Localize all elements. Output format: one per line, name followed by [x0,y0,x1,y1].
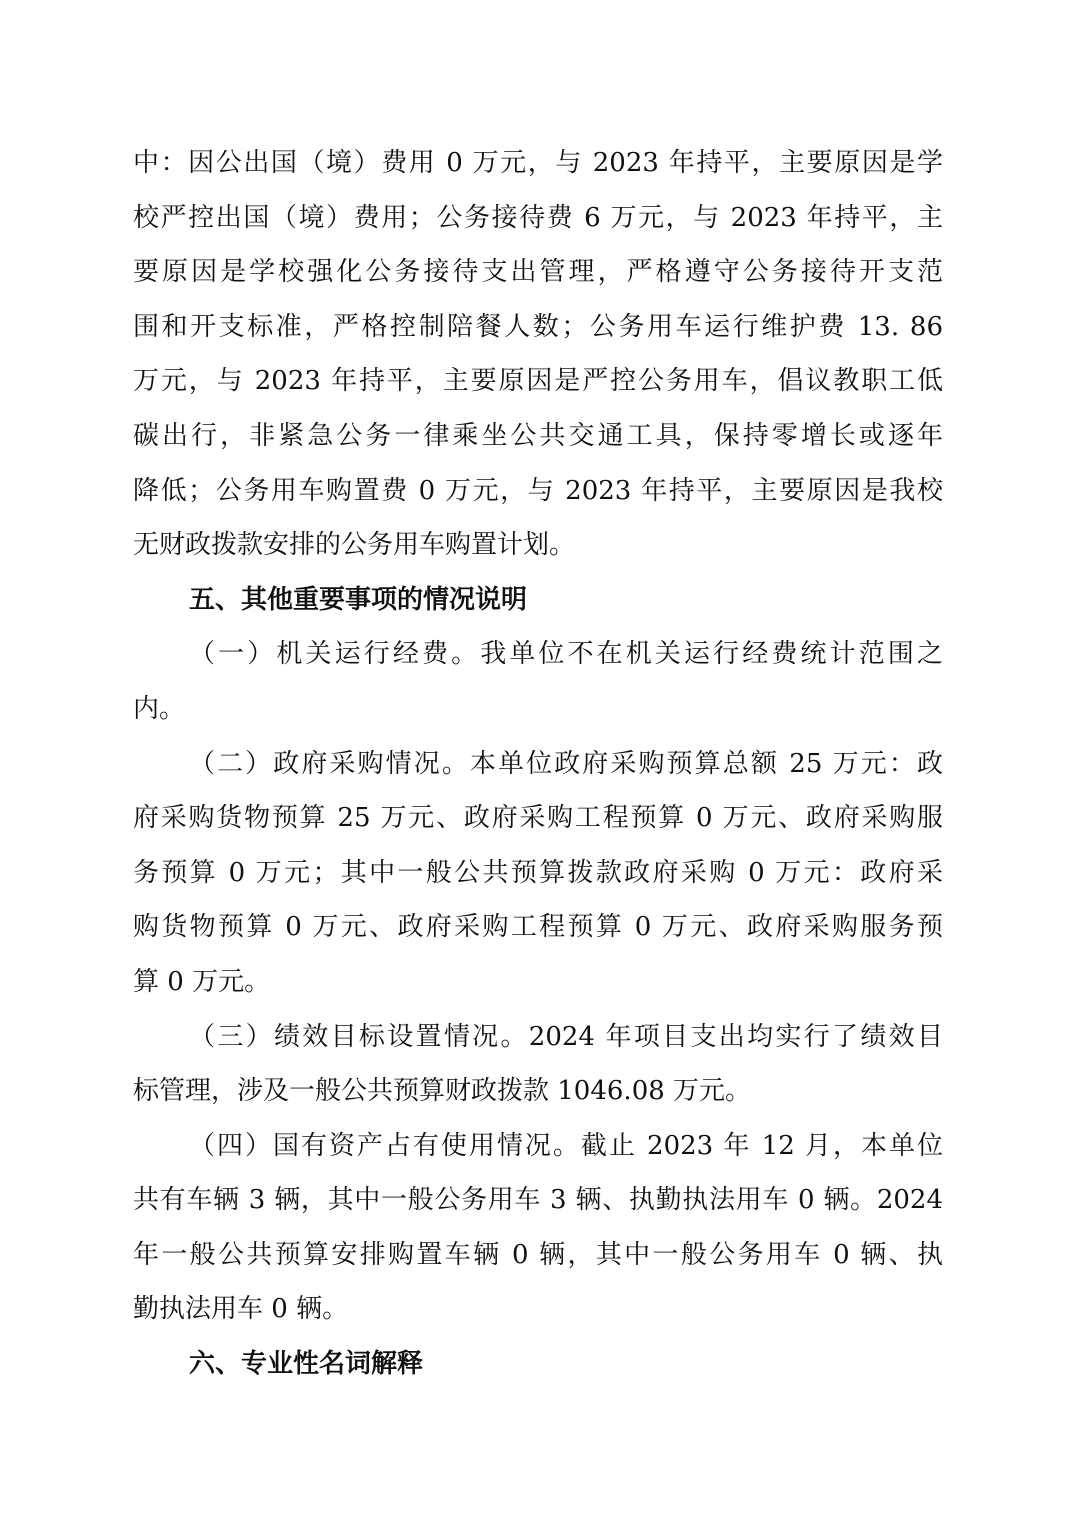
paragraph-line: 要原因是学校强化公务接待支出管理，严格遵守公务接待开支范 [133,257,943,288]
paragraph-line: 务预算 0 万元；其中一般公共预算拨款政府采购 0 万元：政府采 [133,857,943,888]
paragraph-line: 万元，与 2023 年持平，主要原因是严控公务用车，倡议教职工低 [133,366,943,397]
section-heading-5: 五、其他重要事项的情况说明 [189,584,528,615]
paragraph-line: 围和开支标准，严格控制陪餐人数；公务用车运行维护费 13. 86 [133,311,943,342]
paragraph-line: 中：因公出国（境）费用 0 万元，与 2023 年持平，主要原因是学 [133,148,943,178]
paragraph-line: 购货物预算 0 万元、政府采购工程预算 0 万元、政府采购服务预 [133,912,943,943]
paragraph-line: 降低；公务用车购置费 0 万元，与 2023 年持平，主要原因是我校 [133,475,943,506]
paragraph-line: 无财政拨款安排的公务用车购置计划。 [133,530,576,561]
paragraph-line: 碳出行，非紧急公务一律乘坐公共交通工具，保持零增长或逐年 [133,420,943,451]
paragraph-line: （四）国有资产占有使用情况。截止 2023 年 12 月，本单位 [189,1130,943,1161]
paragraph-line: 年一般公共预算安排购置车辆 0 辆，其中一般公务用车 0 辆、执 [133,1239,943,1270]
paragraph-line: （二）政府采购情况。本单位政府采购预算总额 25 万元：政 [189,748,943,779]
paragraph-line: 内。 [133,693,186,724]
paragraph-line: （三）绩效目标设置情况。2024 年项目支出均实行了绩效目 [189,1021,943,1052]
paragraph-line: 勤执法用车 0 辆。 [133,1294,349,1325]
paragraph-line: （一）机关运行经费。我单位不在机关运行经费统计范围之 [189,639,943,670]
paragraph-line: 府采购货物预算 25 万元、政府采购工程预算 0 万元、政府采购服 [133,803,943,834]
paragraph-line: 标管理，涉及一般公共预算财政拨款 1046.08 万元。 [133,1076,752,1107]
section-heading-6: 六、专业性名词解释 [189,1349,424,1380]
document-page [133,136,943,1392]
paragraph-line: 共有车辆 3 辆，其中一般公务用车 3 辆、执勤执法用车 0 辆。2024 [133,1185,943,1216]
paragraph-line: 算 0 万元。 [133,966,271,997]
paragraph-line: 校严控出国（境）费用；公务接待费 6 万元，与 2023 年持平，主 [133,202,943,233]
